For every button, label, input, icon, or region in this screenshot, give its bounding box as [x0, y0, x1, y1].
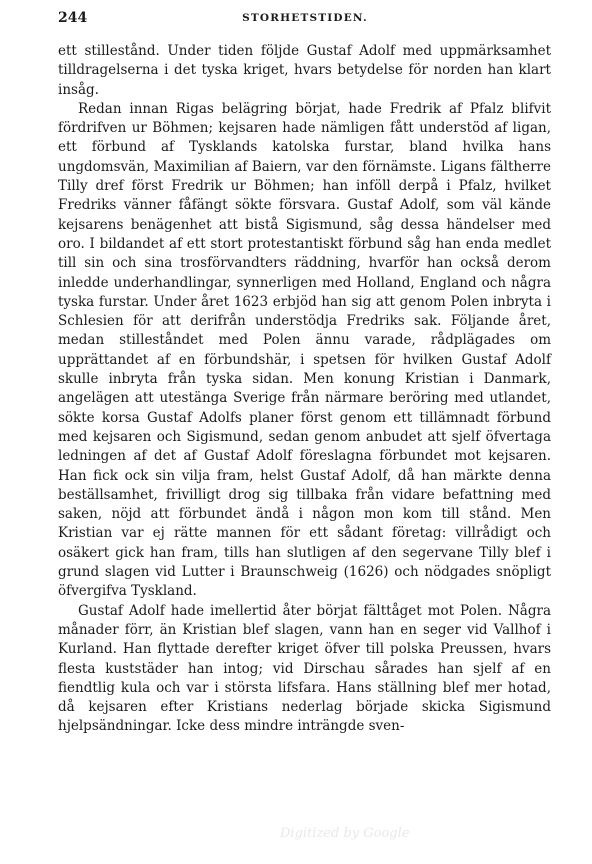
running-title: STORHETSTIDEN. — [242, 12, 368, 24]
body-text — [58, 42, 551, 737]
running-head — [58, 10, 552, 32]
watermark: Digitized by Google — [280, 826, 410, 841]
page-number: 244 — [58, 10, 88, 26]
paragraph-polish-campaign: Gustaf Adolf hade imellertid åter börjat fälttåget mot Polen. Några månader förr, än Kristian blef slagen, vann han en seger vid Vallhof i Kurland. Han flyttade derefter kriget öfver till polska Preussen, hvars flesta kuststäder han intog; vid Dirschau sårades han sjelf af en fiendtlig kula och var i största lifsfara. Hans ställning blef mer hotad, då kejsaren efter Kristians nederlag började skicka Sigismund hjelpsändningar. Icke dess mindre inträngde sven- — [58, 602, 551, 735]
paragraph-continued: ett stillestånd. Under tiden följde Gustaf Adolf med uppmärksamhet tilldragelserna i det tyska kriget, hvars betydelse för norden han klart insåg. — [58, 43, 551, 98]
paragraph-pfalz-and-denmark: Redan innan Rigas belägring börjat, hade Fredrik af Pfalz blifvit fördrifven ur Böhmen; kejsaren hade nämligen fått understöd af ligan, ett förbund af Tysklands katolska furstar, bland hvilka hans ungdomsvän, Maximilian af Baiern, var den förnämste. Ligans fältherre Tilly dref först Fredrik ur Böhmen; han inföll derpå i Pfalz, hvilket Fredriks vänner fåfängt sökte försvara. Gustaf Adolf, som väl kände kejsarens benägenhet att bistå Sigismund, såg dessa händelser med oro. I bildandet af ett stort protestantiskt förbund såg han enda medlet till sin och sina trosförvandters räddning, hvarför han också derom inledde underhandlingar, synnerligen med Holland, England och några tyska furstar. Under året 1623 erbjöd han sig att genom Polen inbryta i Schlesien för att derifrån understödja Fredriks sak. Följande året, medan stilleståndet med Polen ännu varade, rådplägades om upprättandet af en förbundshär, i spetsen för hvilken Gustaf Adolf skulle inbryta från tyska sidan. Men konung Kristian i Danmark, angelägen att utestänga Sverige från närmare beröring med utlandet, sökte korsa Gustaf Adolfs planer först genom ett tillämnadt förbund med kejsaren och Sigismund, sedan genom anbudet att sjelf öfvertaga ledningen af det af Gustaf Adolf föreslagna förbundet mot kejsaren. Han fick ock sin vilja fram, helst Gustaf Adolf, då han märkte denna beställsamhet, frivilligt drog sig tillbaka från vidare befattning med saken, nöjd att förbundet ändå i någon mon kom till stånd. Men Kristian var ej rätte mannen för ett sådant företag: villrådigt och osäkert gick han fram, tills han slutligen af den segervane Tilly blef i grund slagen vid Lutter i Braunschweig (1626) och nödgades snöpligt öfvergifva Tyskland. — [58, 100, 551, 600]
